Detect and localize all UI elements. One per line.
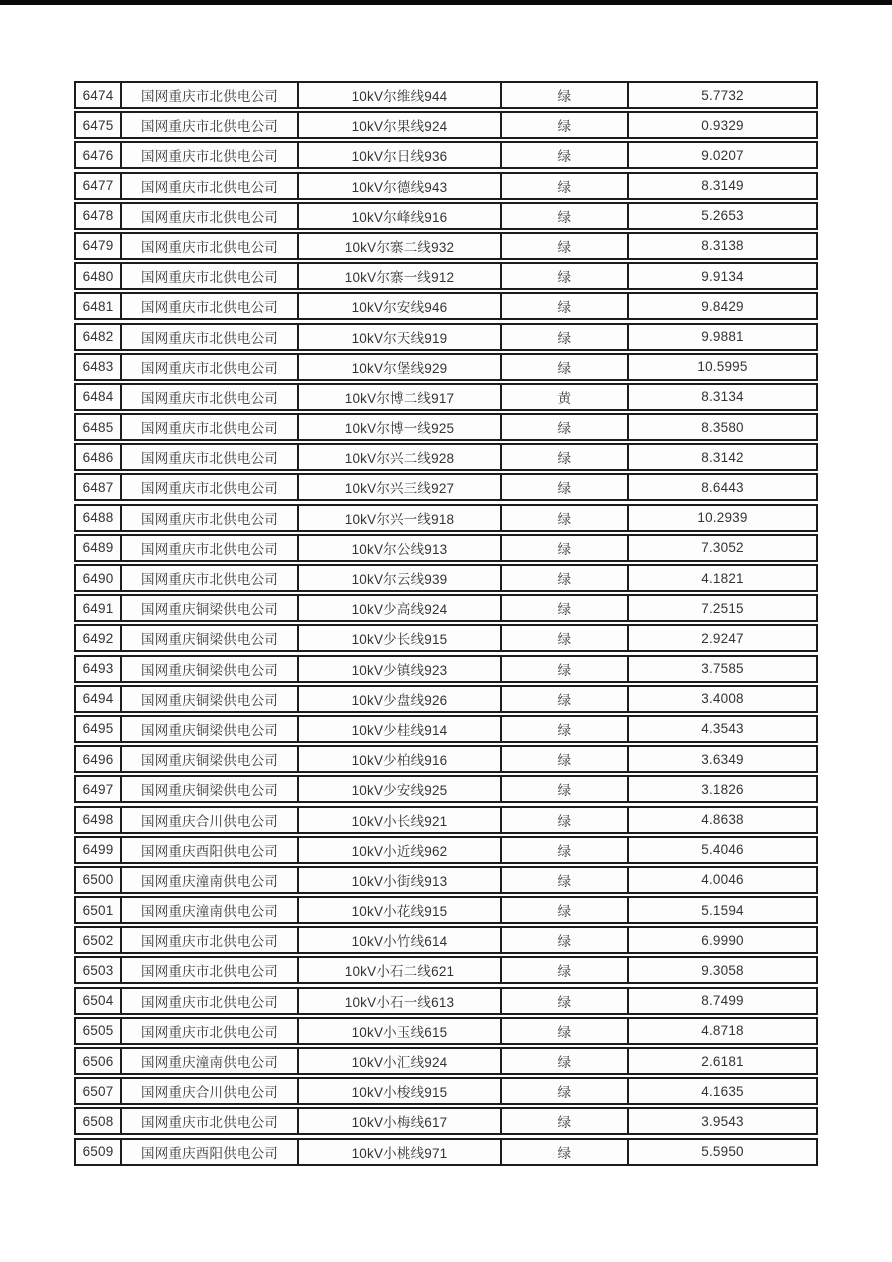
row-company-name: 国网重庆市北供电公司 (122, 928, 299, 952)
row-company-name: 国网重庆市北供电公司 (122, 1019, 299, 1043)
row-serial-number: 6490 (76, 566, 122, 590)
table-row (74, 353, 818, 381)
row-line-name: 10kV小长线921 (299, 808, 502, 832)
row-status-label: 绿 (502, 657, 629, 681)
row-serial-number: 6495 (76, 717, 122, 741)
row-serial-number: 6500 (76, 868, 122, 892)
table-row (74, 111, 818, 139)
table-row (74, 232, 818, 260)
row-serial-number: 6483 (76, 355, 122, 379)
row-company-name: 国网重庆铜梁供电公司 (122, 657, 299, 681)
row-value: 10.5995 (697, 359, 748, 375)
row-serial-number: 6505 (76, 1019, 122, 1043)
row-status-label: 绿 (502, 415, 629, 439)
row-company-name: 国网重庆市北供电公司 (122, 536, 299, 560)
row-company-name: 国网重庆市北供电公司 (122, 1109, 299, 1133)
row-company-name: 国网重庆市北供电公司 (122, 204, 299, 228)
row-line-name: 10kV小竹线614 (299, 928, 502, 952)
row-line-name: 10kV尔公线913 (299, 536, 502, 560)
row-line-name: 10kV小街线913 (299, 868, 502, 892)
row-value: 4.3543 (701, 721, 744, 737)
row-company-name: 国网重庆铜梁供电公司 (122, 596, 299, 620)
row-status-label: 绿 (502, 536, 629, 560)
row-value: 3.9543 (701, 1113, 744, 1129)
row-status-label: 绿 (502, 204, 629, 228)
row-company-name: 国网重庆市北供电公司 (122, 566, 299, 590)
row-serial-number: 6478 (76, 204, 122, 228)
row-serial-number: 6506 (76, 1049, 122, 1073)
table-row (74, 775, 818, 803)
row-value: 2.9247 (701, 630, 744, 646)
table-row (74, 81, 818, 109)
row-value: 3.1826 (701, 781, 744, 797)
row-status-label: 绿 (502, 687, 629, 711)
row-line-name: 10kV尔德线943 (299, 174, 502, 198)
row-value: 4.8638 (701, 812, 744, 827)
table-row (74, 956, 818, 984)
row-serial-number: 6503 (76, 958, 122, 982)
row-value: 7.3052 (701, 540, 744, 556)
row-value: 4.1821 (701, 570, 744, 586)
row-serial-number: 6508 (76, 1109, 122, 1133)
row-company-name: 国网重庆市北供电公司 (122, 355, 299, 379)
row-value: 6.9990 (701, 932, 744, 948)
row-serial-number: 6494 (76, 687, 122, 711)
row-value: 9.9881 (701, 329, 744, 344)
table-row (74, 806, 818, 834)
row-value: 4.8718 (701, 1023, 744, 1039)
row-status-label: 绿 (502, 1019, 629, 1043)
row-status-label: 绿 (502, 264, 629, 288)
row-status-label: 绿 (502, 566, 629, 590)
row-status-label: 绿 (502, 294, 629, 318)
row-company-name: 国网重庆市北供电公司 (122, 294, 299, 318)
row-value: 4.1635 (701, 1083, 744, 1099)
row-value: 7.2515 (701, 600, 744, 616)
row-serial-number: 6479 (76, 234, 122, 258)
table-row (74, 473, 818, 501)
row-company-name: 国网重庆市北供电公司 (122, 445, 299, 469)
row-serial-number: 6493 (76, 657, 122, 681)
row-company-name: 国网重庆潼南供电公司 (122, 898, 299, 922)
table-row (74, 172, 818, 200)
row-value: 4.0046 (701, 872, 744, 888)
row-line-name: 10kV少桂线914 (299, 717, 502, 741)
row-line-name: 10kV小石一线613 (299, 989, 502, 1013)
row-status-label: 绿 (502, 626, 629, 650)
row-line-name: 10kV小玉线615 (299, 1019, 502, 1043)
table-row (74, 262, 818, 290)
table-row (74, 1138, 818, 1166)
row-value: 8.7499 (701, 993, 744, 1009)
row-line-name: 10kV尔博二线917 (299, 385, 502, 409)
row-company-name: 国网重庆铜梁供电公司 (122, 626, 299, 650)
row-line-name: 10kV小汇线924 (299, 1049, 502, 1073)
row-value: 8.3134 (701, 389, 744, 405)
row-status-label: 绿 (502, 838, 629, 862)
row-status-label: 绿 (502, 475, 629, 499)
row-line-name: 10kV小石二线621 (299, 958, 502, 982)
row-line-name: 10kV尔堡线929 (299, 355, 502, 379)
table-row (74, 987, 818, 1015)
table-row (74, 655, 818, 683)
table-row (74, 202, 818, 230)
row-value: 9.3058 (701, 962, 744, 978)
row-line-name: 10kV少高线924 (299, 596, 502, 620)
row-value: 3.6349 (701, 751, 744, 767)
table-row (74, 715, 818, 743)
table-row (74, 383, 818, 411)
row-company-name: 国网重庆铜梁供电公司 (122, 687, 299, 711)
row-serial-number: 6507 (76, 1079, 122, 1103)
table-row (74, 1047, 818, 1075)
row-status-label: 绿 (502, 928, 629, 952)
row-serial-number: 6476 (76, 143, 122, 167)
row-serial-number: 6481 (76, 294, 122, 318)
row-line-name: 10kV尔博一线925 (299, 415, 502, 439)
row-serial-number: 6482 (76, 325, 122, 349)
row-line-name: 10kV尔兴二线928 (299, 445, 502, 469)
row-line-name: 10kV小桃线971 (299, 1140, 502, 1164)
row-value: 0.9329 (701, 117, 744, 133)
row-serial-number: 6501 (76, 898, 122, 922)
row-value: 5.1594 (701, 902, 744, 918)
row-status-label: 绿 (502, 808, 629, 832)
row-status-label: 绿 (502, 989, 629, 1013)
row-status-label: 绿 (502, 747, 629, 771)
row-serial-number: 6475 (76, 113, 122, 137)
row-company-name: 国网重庆合川供电公司 (122, 1079, 299, 1103)
row-value: 8.3580 (701, 419, 744, 435)
row-company-name: 国网重庆市北供电公司 (122, 325, 299, 349)
row-line-name: 10kV尔寨二线932 (299, 234, 502, 258)
table-row (74, 866, 818, 894)
row-company-name: 国网重庆铜梁供电公司 (122, 747, 299, 771)
table-row (74, 534, 818, 562)
table-row (74, 413, 818, 441)
row-status-label: 绿 (502, 1079, 629, 1103)
row-status-label: 绿 (502, 958, 629, 982)
row-line-name: 10kV小花线915 (299, 898, 502, 922)
table-row (74, 443, 818, 471)
row-serial-number: 6499 (76, 838, 122, 862)
row-company-name: 国网重庆铜梁供电公司 (122, 717, 299, 741)
row-line-name: 10kV尔安线946 (299, 294, 502, 318)
table-row (74, 745, 818, 773)
row-serial-number: 6498 (76, 808, 122, 832)
table-row (74, 141, 818, 169)
row-line-name: 10kV少柏线916 (299, 747, 502, 771)
row-status-label: 绿 (502, 898, 629, 922)
row-company-name: 国网重庆市北供电公司 (122, 958, 299, 982)
row-line-name: 10kV少镇线923 (299, 657, 502, 681)
row-status-label: 绿 (502, 445, 629, 469)
table-row (74, 1107, 818, 1135)
row-line-name: 10kV尔果线924 (299, 113, 502, 137)
table-row (74, 323, 818, 351)
row-serial-number: 6480 (76, 264, 122, 288)
top-black-bar (0, 0, 892, 5)
row-line-name: 10kV尔寨一线912 (299, 264, 502, 288)
table-row (74, 685, 818, 713)
row-line-name: 10kV少安线925 (299, 777, 502, 801)
row-serial-number: 6502 (76, 928, 122, 952)
table-row (74, 1017, 818, 1045)
row-status-label: 绿 (502, 113, 629, 137)
row-status-label: 绿 (502, 1140, 629, 1164)
row-value: 2.6181 (701, 1053, 744, 1069)
row-status-label: 绿 (502, 1049, 629, 1073)
row-value: 8.3142 (701, 449, 744, 465)
table-row (74, 504, 818, 532)
row-line-name: 10kV尔天线919 (299, 325, 502, 349)
row-status-label: 黄 (502, 385, 629, 409)
row-company-name: 国网重庆市北供电公司 (122, 415, 299, 439)
row-serial-number: 6497 (76, 777, 122, 801)
row-line-name: 10kV小近线962 (299, 838, 502, 862)
row-company-name: 国网重庆市北供电公司 (122, 83, 299, 107)
row-serial-number: 6485 (76, 415, 122, 439)
row-status-label: 绿 (502, 717, 629, 741)
row-serial-number: 6496 (76, 747, 122, 771)
row-status-label: 绿 (502, 596, 629, 620)
row-serial-number: 6487 (76, 475, 122, 499)
row-value: 5.4046 (701, 842, 744, 858)
row-company-name: 国网重庆市北供电公司 (122, 385, 299, 409)
row-line-name: 10kV尔兴三线927 (299, 475, 502, 499)
row-line-name: 10kV小梭线915 (299, 1079, 502, 1103)
row-company-name: 国网重庆市北供电公司 (122, 475, 299, 499)
row-line-name: 10kV少长线915 (299, 626, 502, 650)
row-value: 8.3149 (701, 178, 744, 194)
row-line-name: 10kV尔云线939 (299, 566, 502, 590)
row-value: 5.5950 (701, 1144, 744, 1160)
table-row (74, 594, 818, 622)
table-row (74, 926, 818, 954)
table-row (74, 836, 818, 864)
row-value: 5.7732 (701, 87, 744, 103)
row-line-name: 10kV尔兴一线918 (299, 506, 502, 530)
row-company-name: 国网重庆潼南供电公司 (122, 868, 299, 892)
table-row (74, 292, 818, 320)
row-company-name: 国网重庆合川供电公司 (122, 808, 299, 832)
row-status-label: 绿 (502, 355, 629, 379)
row-company-name: 国网重庆市北供电公司 (122, 234, 299, 258)
power-line-table (74, 81, 818, 1168)
row-serial-number: 6484 (76, 385, 122, 409)
row-serial-number: 6491 (76, 596, 122, 620)
row-company-name: 国网重庆酉阳供电公司 (122, 838, 299, 862)
row-status-label: 绿 (502, 506, 629, 530)
row-line-name: 10kV尔维线944 (299, 83, 502, 107)
row-serial-number: 6489 (76, 536, 122, 560)
row-value: 8.3138 (701, 238, 744, 254)
row-line-name: 10kV尔日线936 (299, 143, 502, 167)
row-value: 3.4008 (701, 691, 744, 707)
row-value: 5.2653 (701, 208, 744, 224)
row-serial-number: 6486 (76, 445, 122, 469)
row-line-name: 10kV少盘线926 (299, 687, 502, 711)
row-value: 9.9134 (701, 268, 744, 284)
row-value: 9.8429 (701, 298, 744, 314)
row-company-name: 国网重庆市北供电公司 (122, 143, 299, 167)
row-serial-number: 6509 (76, 1140, 122, 1164)
row-company-name: 国网重庆酉阳供电公司 (122, 1140, 299, 1164)
row-serial-number: 6488 (76, 506, 122, 530)
row-company-name: 国网重庆市北供电公司 (122, 506, 299, 530)
row-company-name: 国网重庆市北供电公司 (122, 174, 299, 198)
row-status-label: 绿 (502, 868, 629, 892)
row-serial-number: 6504 (76, 989, 122, 1013)
row-status-label: 绿 (502, 143, 629, 167)
row-value: 3.7585 (701, 661, 744, 677)
row-line-name: 10kV尔峰线916 (299, 204, 502, 228)
row-value: 8.6443 (701, 479, 744, 495)
row-company-name: 国网重庆市北供电公司 (122, 264, 299, 288)
table-row (74, 564, 818, 592)
row-company-name: 国网重庆铜梁供电公司 (122, 777, 299, 801)
row-serial-number: 6474 (76, 83, 122, 107)
row-status-label: 绿 (502, 777, 629, 801)
row-line-name: 10kV小梅线617 (299, 1109, 502, 1133)
row-company-name: 国网重庆市北供电公司 (122, 113, 299, 137)
row-status-label: 绿 (502, 1109, 629, 1133)
row-status-label: 绿 (502, 174, 629, 198)
row-company-name: 国网重庆潼南供电公司 (122, 1049, 299, 1073)
row-serial-number: 6477 (76, 174, 122, 198)
row-status-label: 绿 (502, 325, 629, 349)
table-row (74, 624, 818, 652)
row-serial-number: 6492 (76, 626, 122, 650)
table-row (74, 896, 818, 924)
row-status-label: 绿 (502, 83, 629, 107)
row-value: 9.0207 (701, 147, 744, 163)
row-status-label: 绿 (502, 234, 629, 258)
row-value: 10.2939 (697, 510, 748, 526)
table-row (74, 1077, 818, 1105)
row-company-name: 国网重庆市北供电公司 (122, 989, 299, 1013)
